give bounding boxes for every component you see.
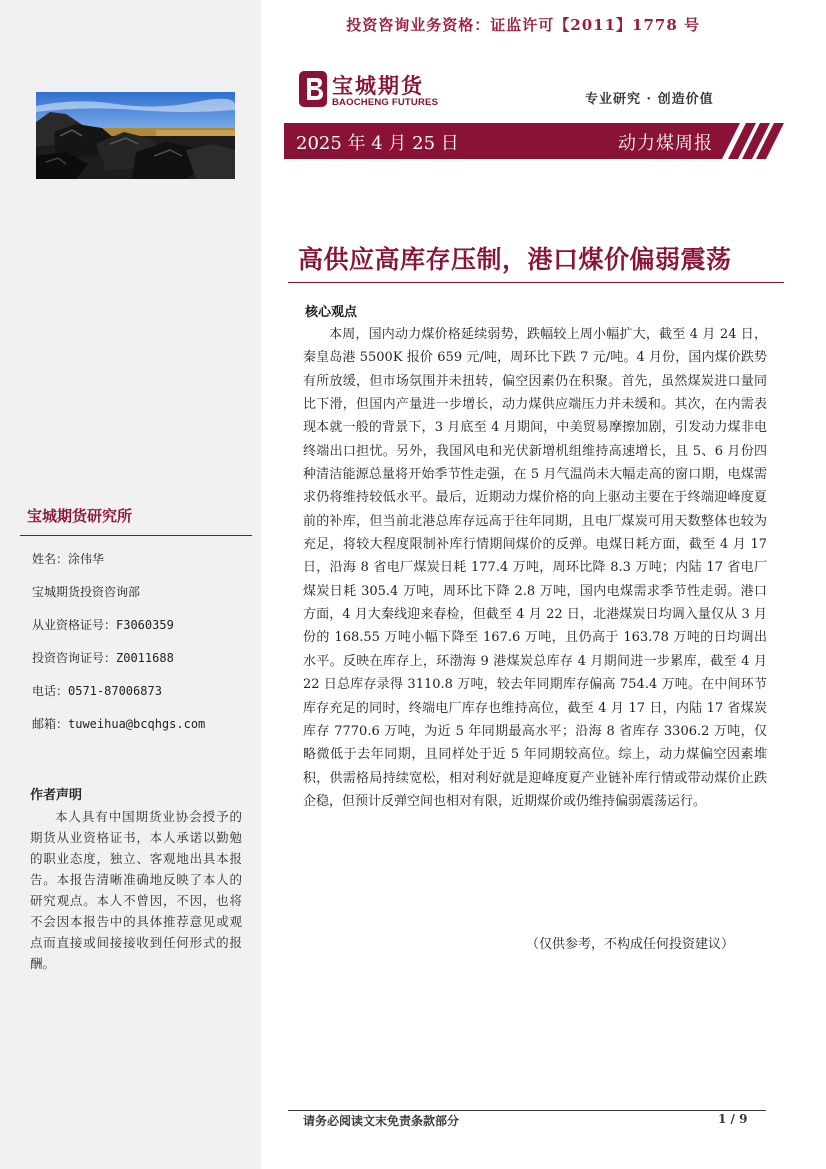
slogan: 专业研究 · 创造价值 [585,92,714,107]
report-headline: 高供应高库存压制，港口煤价偏弱震荡 [298,245,732,274]
author-statement-title: 作者声明 [30,788,83,803]
investment-disclaimer: （仅供参考，不构成任何投资建议） [526,937,735,952]
footer-divider [288,1110,766,1111]
headline-divider [288,282,784,283]
author-statement [30,806,242,974]
institute-divider [20,535,252,536]
advisory-number: 投资咨询证号：Z0011688 [32,651,174,665]
core-view-label: 核心观点 [305,305,358,320]
footer-notice: 请务必阅读文末免责条款部分 [303,1114,460,1128]
logo-chinese-name: 宝城期货 [332,73,424,98]
logo-english-name: BAOCHENG FUTURES [332,97,439,108]
report-type: 动力煤周报 [618,133,713,154]
author-email[interactable]: 邮箱：tuweihua@bcqhgs.com [32,717,206,731]
author-phone: 电话：0571-87006873 [32,684,162,698]
logo-mark-icon [298,70,328,108]
author-department: 宝城期货投资咨询部 [32,585,141,599]
author-name: 姓名：涂伟华 [32,552,105,566]
report-date: 2025 年 4 月 25 日 [296,133,459,154]
company-logo [298,70,448,114]
coal-photo [36,92,235,179]
author-statement-body: 本人具有中国期货业协会授予的期货从业资格证书，本人承诺以勤勉的职业态度，独立、客观地出具本报告。本报告清晰准确地反映了本人的研究观点。本人不曾因，不因，也将不会因本报告中的具体推荐意见或观点而直接或间接接收到任何形式的报酬。 [30,809,242,971]
core-view-body [303,323,767,813]
page-number: 1 / 9 [718,1112,748,1126]
license-text: 投资咨询业务资格：证监许可【2011】1778 号 [346,16,700,34]
core-view-paragraph: 本周，国内动力煤价格延续弱势，跌幅较上周小幅扩大，截至 4 月 24 日，秦皇岛港 5500K 报价 659 元/吨，周环比下跌 7 元/吨。4 月份，国内煤价跌势有所放缓，但市场氛围并未扭转，偏空因素仍在积聚。首先，虽然煤炭进口量同比下滑，但国内产量进一步增长，动力煤供应端压力并未缓和。其次，在内需表现本就一般的背景下，3 月底至 4 月期间，中美贸易摩擦加剧，引发动力煤非电终端出口担忧。另外，我国风电和光伏新增机组维持高速增长，且 5、6 月份四种清洁能源总量将开始季节性走强，在 5 月气温尚未大幅走高的窗口期，电煤需求仍将维持较低水平。最后，近期动力煤价格的向上驱动主要在于终端迎峰度夏前的补库，但当前北港总库存远高于往年同期，且电厂煤炭可用天数整体也较为充足，将较大程度限制补库行情期间煤价的反弹。电煤日耗方面，截至 4 月 17 日，沿海 8 省电厂煤炭日耗 177.4 万吨，周环比降 8.3 万吨；内陆 17 省电厂煤炭日耗 305.4 万吨，周环比下降 2.8 万吨，国内电煤需求季节性走弱。港口方面，4 月大秦线迎来春检，但截至 4 月 22 日，北港煤炭日均调入量仅从 3 月份的 168.55 万吨小幅下降至 167.6 万吨，且仍高于 163.78 万吨的日均调出水平。反映在库存上，环渤海 9 港煤炭总库存 4 月期间进一步累库，截至 4 月 22 日总库存录得 3110.8 万吨，较去年同期库存偏高 754.4 万吨。在中间环节库存充足的同时，终端电厂库存也维持高位，截至 4 月 17 日，内陆 17 省煤炭库存 7770.6 万吨，为近 5 年同期最高水平；沿海 8 省库存 3306.2 万吨，仅略微低于去年同期，且同样处于近 5 年同期较高位。综上，动力煤偏空因素堆积，供需格局持续宽松，相对利好就是迎峰度夏产业链补库行情或带动煤价止跌企稳，但预计反弹空间也相对有限，近期煤价或仍维持偏弱震荡运行。 [303,327,767,809]
qualification-number: 从业资格证号：F3060359 [32,618,174,632]
institute-name: 宝城期货研究所 [27,507,133,525]
date-banner [284,123,784,159]
